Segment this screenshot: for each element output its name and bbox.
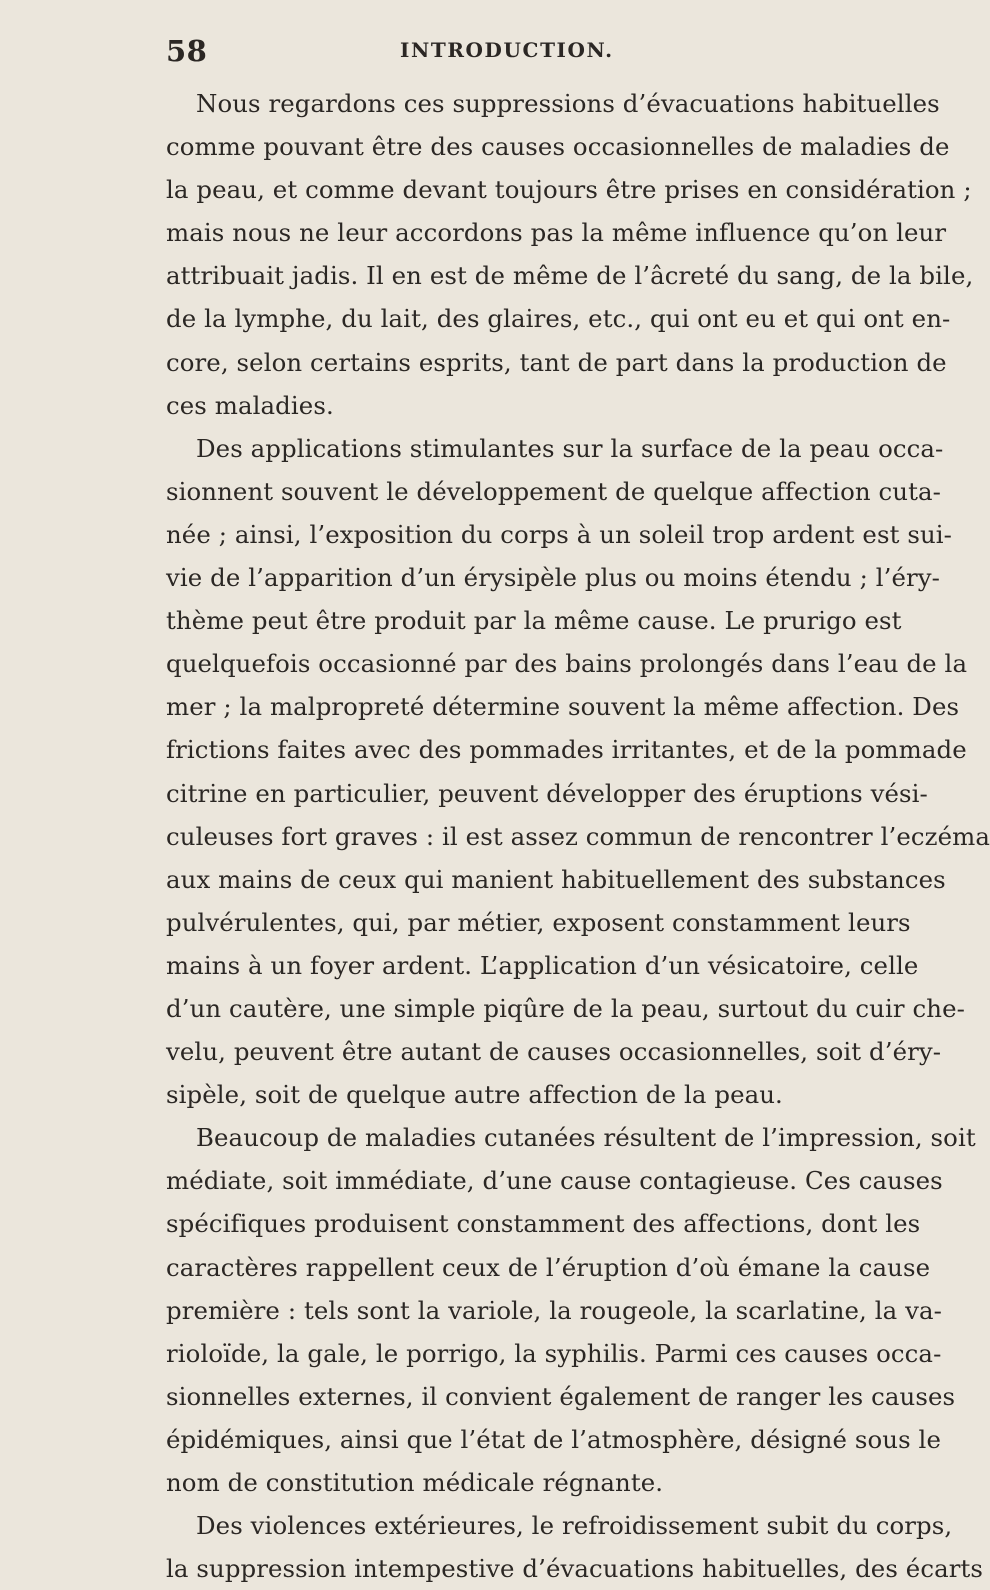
text-line: d’un cautère, une simple piqûre de la peau, surtout du cuir che- (166, 993, 965, 1023)
text-line: première : tels sont la variole, la rougeole, la scarlatine, la va- (166, 1295, 943, 1325)
text-line: sionnelles externes, il convient également de ranger les causes (166, 1381, 956, 1411)
text-line: ces maladies. (166, 390, 334, 420)
text-line: caractères rappellent ceux de l’éruption d’où émane la cause (166, 1252, 931, 1282)
text-line: core, selon certains esprits, tant de part dans la production de (166, 347, 947, 377)
text-line: frictions faites avec des pommades irritantes, et de la pommade (166, 735, 967, 765)
text-line: de la lymphe, du lait, des glaires, etc., qui ont eu et qui ont en- (166, 304, 951, 334)
paragraph (166, 1504, 984, 1590)
text-line: Beaucoup de maladies cutanées résultent de l’impression, soit (196, 1123, 976, 1153)
page-number: 58 (166, 34, 208, 68)
text-line: quelquefois occasionné par des bains prolongés dans l’eau de la (166, 649, 968, 679)
text-line: mais nous ne leur accordons pas la même influence qu’on leur (166, 218, 947, 248)
text-line: attribuait jadis. Il en est de même de l’âcreté du sang, de la bile, (166, 261, 974, 291)
text-line: sipèle, soit de quelque autre affection de la peau. (166, 1080, 783, 1110)
text-line: rioloïde, la gale, le porrigo, la syphilis. Parmi ces causes occa- (166, 1338, 942, 1368)
paragraph (166, 427, 990, 1117)
text-line: née ; ainsi, l’exposition du corps à un soleil trop ardent est sui- (166, 519, 952, 549)
paragraph (166, 1116, 976, 1504)
paragraph (166, 82, 974, 427)
text-line: Des applications stimulantes sur la surface de la peau occa- (196, 433, 944, 463)
text-line: Des violences extérieures, le refroidissement subit du corps, (196, 1511, 953, 1541)
text-line: comme pouvant être des causes occasionnelles de maladies de (166, 132, 950, 162)
text-line: la suppression intempestive d’évacuations habituelles, des écarts (166, 1554, 984, 1584)
body-text (166, 82, 990, 1590)
text-line: aux mains de ceux qui manient habituellement des substances (166, 864, 946, 894)
running-title: INTRODUCTION. (400, 38, 614, 62)
running-head (0, 34, 800, 74)
text-line: citrine en particulier, peuvent développer des éruptions vési- (166, 778, 928, 808)
text-line: thème peut être produit par la même cause. Le prurigo est (166, 606, 902, 636)
text-line: vie de l’apparition d’un érysipèle plus ou moins étendu ; l’éry- (166, 563, 941, 593)
text-line: spécifiques produisent constamment des affections, dont les (166, 1209, 921, 1239)
text-line: Nous regardons ces suppressions d’évacuations habituelles (196, 89, 940, 118)
text-line: velu, peuvent être autant de causes occasionnelles, soit d’éry- (166, 1037, 942, 1067)
text-line: mains à un foyer ardent. L’application d’un vésicatoire, celle (166, 950, 919, 980)
text-line: pulvérulentes, qui, par métier, exposent constamment leurs (166, 907, 911, 937)
text-line: médiate, soit immédiate, d’une cause contagieuse. Ces causes (166, 1166, 943, 1196)
text-line: mer ; la malpropreté détermine souvent la même affection. Des (166, 692, 960, 722)
text-line: la peau, et comme devant toujours être prises en considération ; (166, 175, 972, 205)
text-line: épidémiques, ainsi que l’état de l’atmosphère, désigné sous le (166, 1424, 941, 1454)
text-line: nom de constitution médicale régnante. (166, 1468, 664, 1497)
text-line: sionnent souvent le développement de quelque affection cuta- (166, 476, 941, 506)
text-line: culeuses fort graves : il est assez commun de rencontrer l’eczéma (166, 821, 990, 851)
